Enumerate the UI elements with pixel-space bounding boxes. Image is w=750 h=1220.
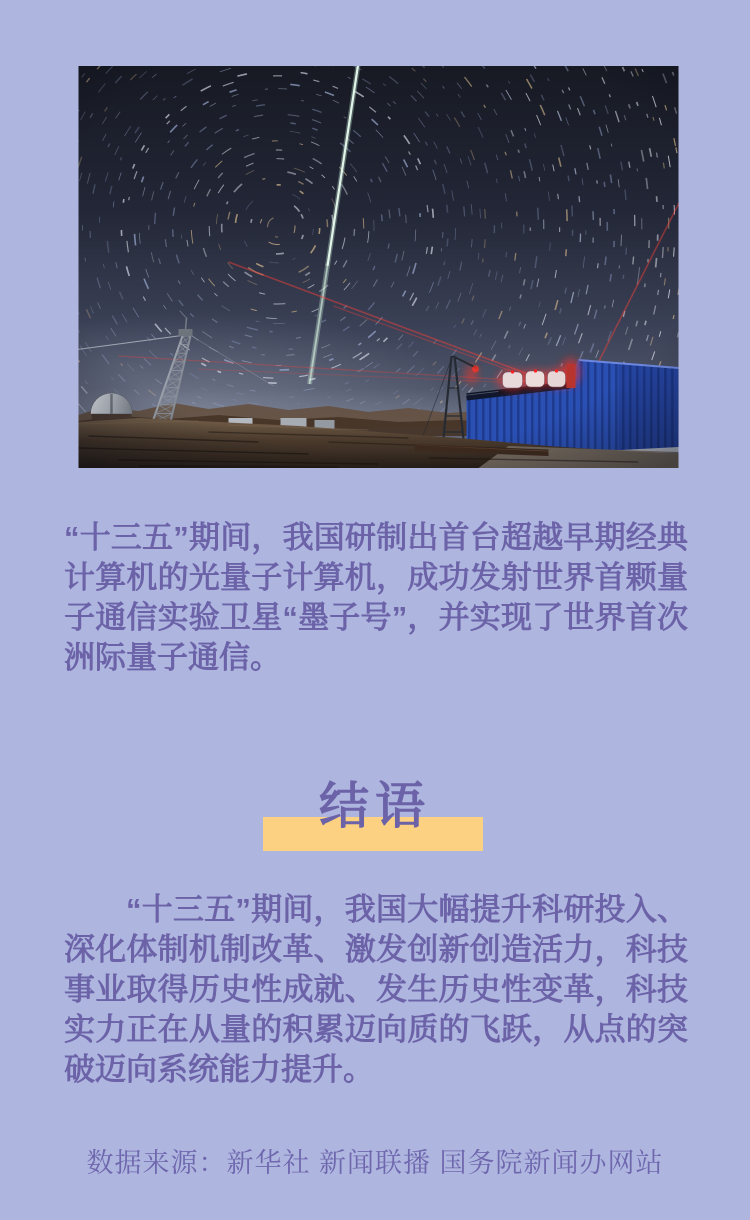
conclusion-heading	[0, 778, 750, 858]
data-source-note: 数据来源：新华社 新闻联播 国务院新闻办网站	[86, 1148, 664, 1178]
conclusion-paragraph: “十三五”期间，我国大幅提升科研投入、深化体制机制改革、激发创新创造活力，科技事业取得历史性成就、发生历史性变革，科技实力正在从量的积累迈向质的飞跃，从点的突破迈向系统能力提升。	[64, 892, 688, 1087]
hero-photo	[78, 66, 679, 468]
star-trails-photo-illustration	[78, 66, 679, 468]
heading-text: 结语	[319, 778, 431, 834]
intro-paragraph: “十三五”期间，我国研制出首台超越早期经典计算机的光量子计算机，成功发射世界首颗量子通信实验卫星“墨子号”，并实现了世界首次洲际量子通信。	[64, 520, 688, 675]
vignette	[79, 66, 679, 468]
